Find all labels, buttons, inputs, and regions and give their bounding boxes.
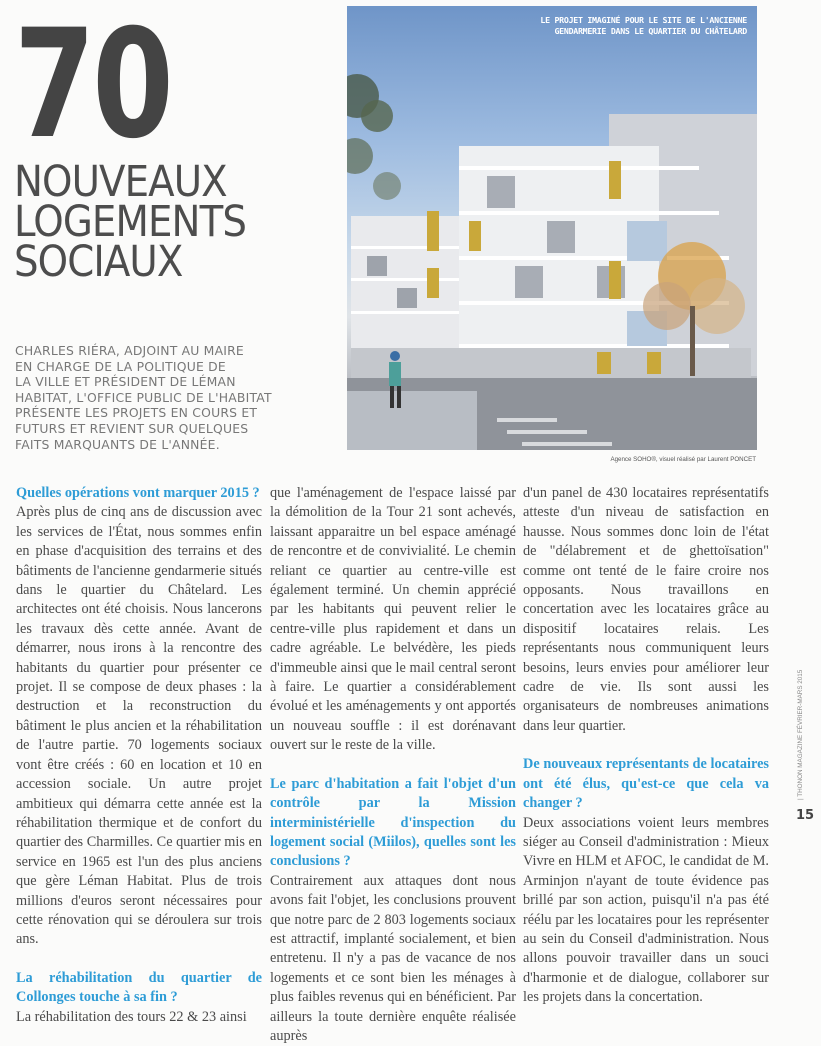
headline-line: NOUVEAUX bbox=[14, 157, 227, 207]
building-illustration bbox=[347, 6, 757, 450]
headline-title bbox=[14, 157, 246, 287]
article-column-3 bbox=[523, 484, 769, 1008]
headline-line: SOCIAUX bbox=[14, 237, 183, 287]
intro-line: FUTURS ET REVIENT SUR QUELQUES bbox=[15, 420, 249, 436]
answer-paragraph: La réhabilitation des tours 22 & 23 ainsi bbox=[16, 1008, 247, 1025]
page-number: 15 bbox=[796, 808, 815, 823]
article-column-1 bbox=[16, 484, 262, 1027]
intro-line: CHARLES RIÉRA, ADJOINT AU MAIRE bbox=[15, 343, 244, 358]
question-heading: Le parc d'habitation a fait l'objet d'un contrôle par la Mission interministérielle d'inspection du logement social (Miilos), quelles sont les conclusions ? bbox=[270, 775, 516, 870]
headline-number: 70 bbox=[14, 0, 171, 172]
building-rendering-photo bbox=[347, 6, 757, 450]
section-spacer bbox=[16, 950, 262, 969]
tree-left bbox=[347, 74, 401, 200]
question-heading: Quelles opérations vont marquer 2015 ? bbox=[16, 485, 260, 501]
magazine-folio: | THONON MAGAZINE FÉVRIER-MARS 2015 bbox=[797, 669, 804, 800]
question-heading: La réhabilitation du quartier de Collonges touche à sa fin ? bbox=[16, 969, 262, 1006]
intro-line: FAITS MARQUANTS DE L'ANNÉE. bbox=[15, 436, 220, 452]
answer-paragraph: Deux associations voient leurs membres siéger au Conseil d'administration : Mieux Vivre en HLM et AFOC, le candidat de M. Arminjon n'ayant de toute évidence pas brillé par son action, puisqu'il n'a pas été réélu par les locataires pour les représenter au sein du Conseil d'administration. Nous allons pouvoir travailler dans un souci d'harmonie et de dialogue, collaborer sur les projets dans la concertation. bbox=[523, 814, 769, 1006]
answer-paragraph: Contrairement aux attaques dont nous avons fait l'objet, les conclusions prouvent que notre parc de 2 803 logements sociaux est attractif, implanté socialement, et bien entretenu. Il n'y a pas de vacance de nos logements et ce sont bien les ménages à plus faibles revenus qui en bénéficient. Par ailleurs la toute dernière enquête réalisée auprès bbox=[270, 872, 516, 1044]
photo-caption bbox=[507, 15, 747, 37]
caption-line: GENDARMERIE DANS LE QUARTIER DU CHÂTELARD bbox=[554, 26, 747, 36]
intro-line: HABITAT, L'OFFICE PUBLIC DE L'HABITAT bbox=[15, 389, 272, 405]
photo-credit: Agence SOHO®, visuel réalisé par Laurent PONCET bbox=[610, 456, 756, 463]
question-heading: De nouveaux représentants de locataires ont été élus, qu'est-ce que cela va changer ? bbox=[523, 756, 769, 812]
caption-line: LE PROJET IMAGINÉ POUR LE SITE DE L'ANCIENNE bbox=[540, 15, 747, 25]
answer-paragraph: Après plus de cinq ans de discussion avec les services de l'État, nous sommes enfin en phase d'acquisition des terrains et des bâtiments de l'ancienne gendarmerie situés dans le quartier du Châtelard. Les architectes ont été choisis. Nous lancerons les travaux dès cette année. Avant de démarrer, nous irons à la rencontre des habitants du quartier pour présenter ce projet. Il se compose de deux phases : la destruction et la reconstruction du bâtiment le plus ancien et la réhabilitation de l'autre partie. 70 logements sociaux vont être créés : 60 en location et 10 en accession sociale. Un autre projet ambitieux qui démarra cette année est la réhabilitation thermique et de confort du quartier des Charmilles. Ce quartier mis en service en 1965 est l'un des plus anciens que gère Léman Habitat. Plus de trois millions d'euros seront nécessaires pour cette rénovation qui se déroulera sur trois ans. bbox=[16, 504, 262, 948]
headline-line: LOGEMENTS bbox=[14, 197, 246, 247]
section-spacer bbox=[270, 756, 516, 775]
intro-line: EN CHARGE DE LA POLITIQUE DE bbox=[15, 358, 226, 374]
intro-standfirst bbox=[15, 343, 315, 452]
intro-line: PRÉSENTE LES PROJETS EN COURS ET bbox=[15, 405, 258, 421]
answer-paragraph: que l'aménagement de l'espace laissé par la démolition de la Tour 21 sont achevés, laissant apparaitre un bel espace aménagé de rencontre et de convivialité. Le chemin reliant ce quartier au centre-ville est également terminé. Un chemin apprécié par les habitants qui peuvent relier le centre-ville plus rapidement et dans un cadre agréable. Le belvédère, les pieds d'immeuble ainsi que le mail central seront à faire. Le quartier a considérablement évolué et les aménagements y ont apportés un nouveau souffle : il est dorénavant ouvert sur le reste de la ville. bbox=[270, 485, 516, 754]
answer-paragraph: d'un panel de 430 locataires représentatifs atteste d'un niveau de satisfaction en hausse. Nous sommes donc loin de l'état de "délabrement et de ghettoïsation" comme ont tenté de le faire croire nos opposants. Nous travaillons en concertation avec les locataires grâce au dispositif locataires relais. Les représentants nous communiquent leurs besoins, leurs envies pour améliorer leur cadre de vie. Ils sont aussi les organisateurs de nombreuses animations dans leur quartier. bbox=[523, 485, 769, 734]
section-spacer bbox=[523, 736, 769, 755]
article-column-2 bbox=[270, 484, 516, 1046]
intro-line: LA VILLE ET PRÉSIDENT DE LÉMAN bbox=[15, 374, 236, 390]
